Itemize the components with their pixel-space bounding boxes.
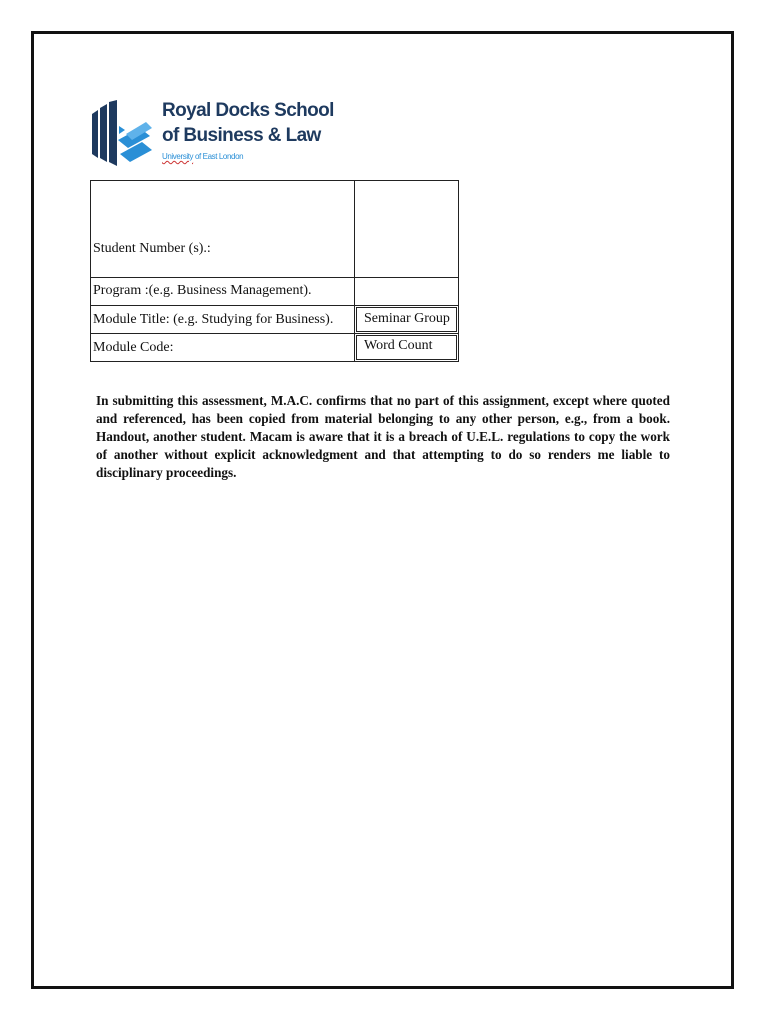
student-info-table [90,180,459,362]
word-count-cell[interactable] [354,333,459,362]
logo-subtitle: University of East London [162,152,244,161]
program-label-cell [90,277,355,306]
student-number-field[interactable] [354,180,459,278]
word-count-label: Word Count [364,338,433,353]
seminar-group-label: Seminar Group [364,311,450,326]
plagiarism-declaration: In submitting this assessment, M.A.C. confirms that no part of this assignment, except where quoted and referenced, has been copied from material belonging to any other person, e.g., from a book. Handout, another student. Macam is aware that it is a breach of U.E.L. regulations to copy the work of another without explicit acknowledgment and that attempting to do so renders me liable to disciplinary proceedings. [96,393,670,480]
student-number-label-cell [90,180,355,278]
program-field[interactable] [354,277,459,306]
program-label: Program :(e.g. Business Management). [93,283,312,298]
logo-title-line2: of Business & Law [162,125,321,146]
student-number-label: Student Number (s).: [93,241,211,256]
school-logo [90,100,350,170]
seminar-group-cell[interactable] [354,305,459,334]
module-code-label: Module Code: [93,340,174,355]
school-logo-icon [90,100,156,170]
logo-title-line1: Royal Docks School [162,100,334,121]
page-frame [31,31,734,989]
module-title-label-cell [90,305,355,334]
module-code-label-cell [90,333,355,362]
module-title-label: Module Title: (e.g. Studying for Business). [93,312,334,327]
